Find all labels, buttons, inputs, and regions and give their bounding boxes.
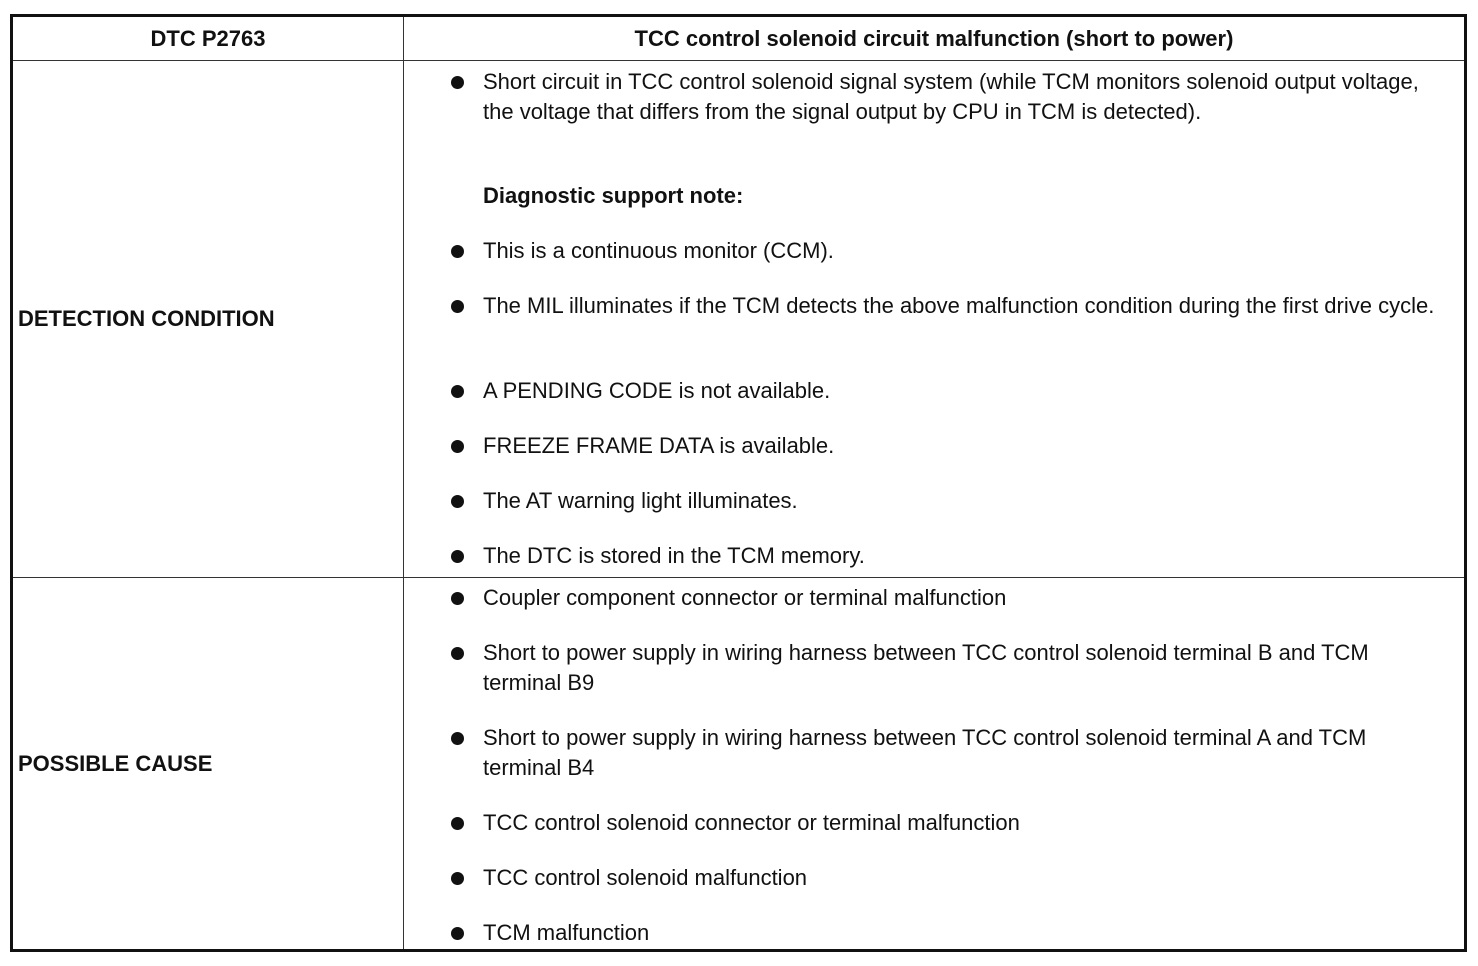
list-item: The MIL illuminates if the TCM detects the above malfunction condition during the first drive cycle.: [483, 293, 1435, 318]
possible-cause-content: [404, 578, 1464, 949]
list-item: Short to power supply in wiring harness between TCC control solenoid terminal B and TCM terminal B9: [483, 640, 1369, 695]
list-item: This is a continuous monitor (CCM).: [483, 238, 834, 263]
bullet-icon: [451, 495, 464, 508]
list-item: TCC control solenoid connector or terminal malfunction: [483, 810, 1020, 835]
bullet-icon: [451, 550, 464, 563]
bullet-icon: [451, 592, 464, 605]
dtc-code-header: DTC P2763: [150, 26, 266, 51]
detection-condition-label: DETECTION CONDITION: [18, 306, 275, 331]
bullet-icon: [451, 817, 464, 830]
dtc-table: [10, 14, 1467, 952]
bullet-icon: [451, 300, 464, 313]
list-item: The DTC is stored in the TCM memory.: [483, 543, 865, 568]
bullet-icon: [451, 647, 464, 660]
list-item: TCC control solenoid malfunction: [483, 865, 808, 890]
table-header-row: [13, 17, 1464, 61]
list-item: FREEZE FRAME DATA is available.: [483, 433, 835, 458]
bullet-icon: [451, 245, 464, 258]
possible-cause-label: POSSIBLE CAUSE: [18, 750, 213, 776]
bullet-icon: [451, 732, 464, 745]
bullet-icon: [451, 927, 464, 940]
dtc-title-header: TCC control solenoid circuit malfunction (short to power): [634, 26, 1234, 51]
possible-cause-row: [13, 578, 1464, 949]
bullet-icon: [451, 76, 464, 89]
column-divider: [403, 17, 404, 949]
list-item: A PENDING CODE is not available.: [483, 378, 831, 403]
detection-condition-row: [13, 61, 1464, 578]
diagnostic-support-note-heading: Diagnostic support note:: [483, 183, 744, 208]
list-item: Coupler component connector or terminal malfunction: [483, 585, 1007, 610]
bullet-icon: [451, 385, 464, 398]
list-item: Short circuit in TCC control solenoid signal system (while TCM monitors solenoid output voltage, the voltage that differs from the signal output by CPU in TCM is detected).: [483, 69, 1419, 124]
list-item: TCM malfunction: [483, 920, 650, 945]
detection-condition-content: [404, 61, 1464, 577]
list-item: Short to power supply in wiring harness between TCC control solenoid terminal A and TCM terminal B4: [483, 725, 1367, 780]
bullet-icon: [451, 872, 464, 885]
list-item: The AT warning light illuminates.: [483, 488, 798, 513]
bullet-icon: [451, 440, 464, 453]
